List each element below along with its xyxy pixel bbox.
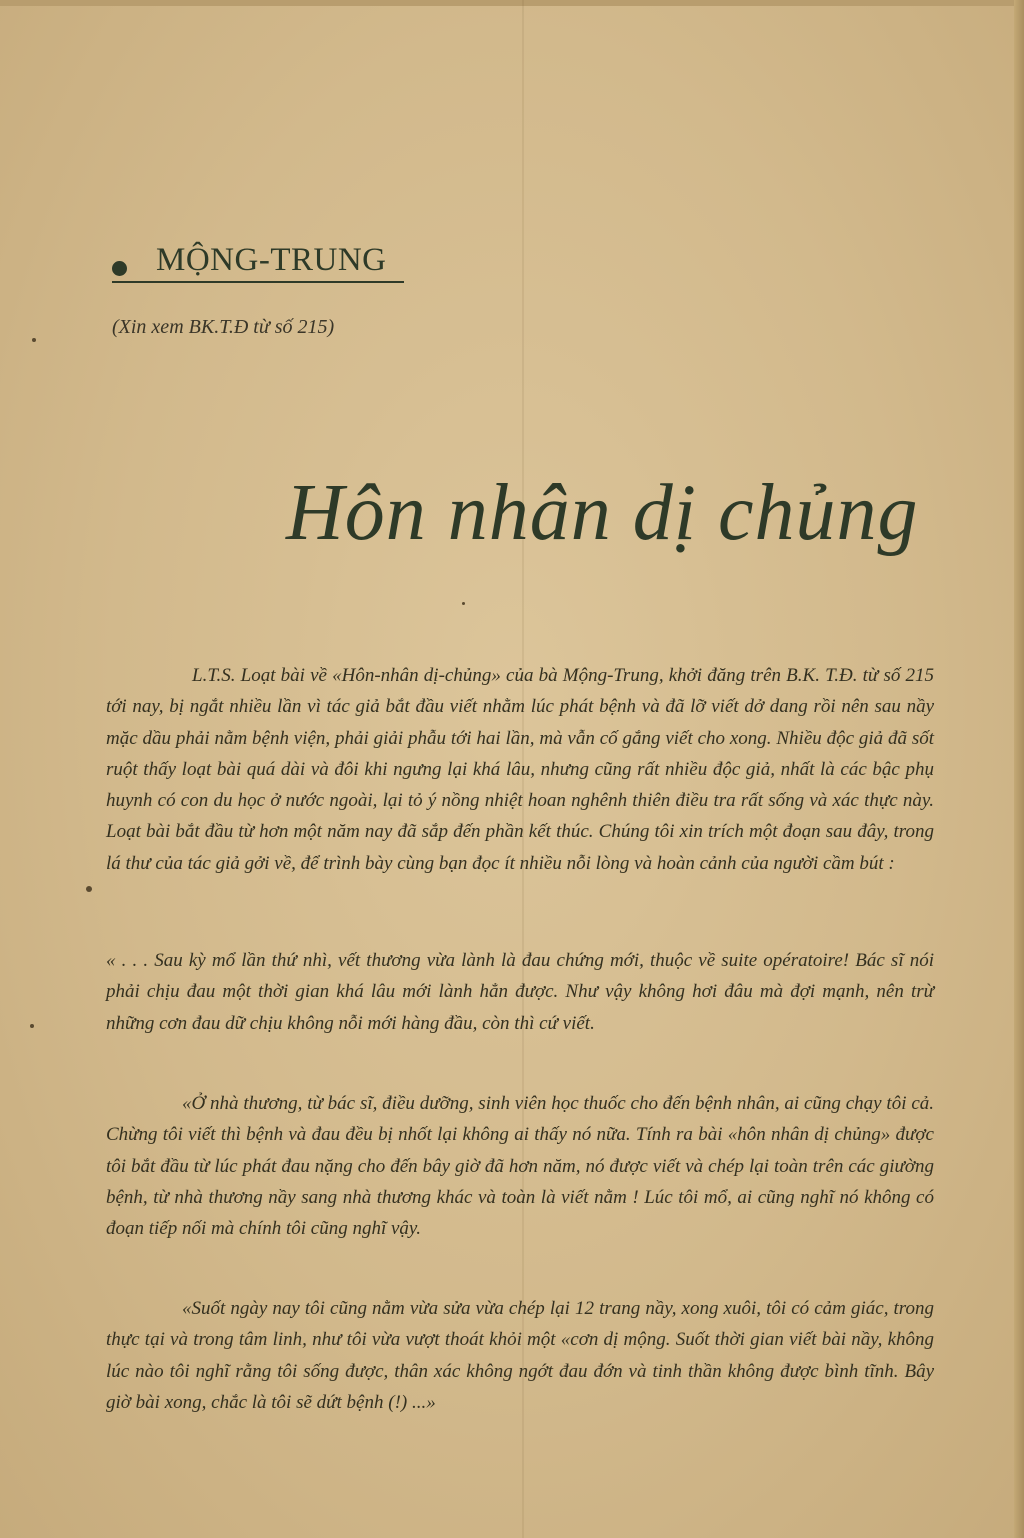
editor-note-paragraph: L.T.S. Loạt bài về «Hôn-nhân dị-chủng» của bà Mộng-Trung, khởi đăng trên B.K. T.Đ. từ số 215 tới nay, bị ngắt nhiều lần vì tác giả bắt đầu viết nhằm lúc phát bệnh và đã lỡ viết dở dang rồi nên sau nầy mặc dầu phải nằm bệnh viện, phải giải phẫu tới hai lần, mà vẫn cố gắng viết cho xong. Nhiều độc giả đã sốt ruột thấy loạt bài quá dài và đôi khi ngưng lại khá lâu, nhưng cũng rất nhiều độc giả, nhất là các bậc phụ huynh có con du học ở nước ngoài, lại tỏ ý nồng nhiệt hoan nghênh thiên điều tra rất sống và xác thực này. Loạt bài bắt đầu từ hơn một năm nay đã sắp đến phần kết thúc. Chúng tôi xin trích một đoạn sau đây, trong lá thư của tác giả gởi về, để trình bày cùng bạn đọc ít nhiều nỗi lòng và hoàn cảnh của người cầm bút : (106, 665, 934, 874)
ink-speck (462, 602, 465, 605)
quote-paragraph-1: « . . . Sau kỳ mổ lần thứ nhì, vết thương vừa lành là đau chứng mới, thuộc về suite opératoire! Bác sĩ nói phải chịu đau một thời gian khá lâu mới lành hẳn được. Như vậy không hơi đâu mà đợi mạnh, nên trừ những cơn đau dữ chịu không nỗi mới hàng đầu, còn thì cứ viết. (106, 950, 934, 1034)
ink-speck (32, 338, 36, 342)
ink-speck (86, 886, 92, 892)
quote-paragraph-3: «Suốt ngày nay tôi cũng nằm vừa sửa vừa chép lại 12 trang nầy, xong xuôi, tôi có cảm giác, trong thực tại và trong tâm linh, như tôi vừa vượt thoát khỏi một «cơn dị mộng. Suốt thời gian viết bài nầy, không lúc nào tôi nghĩ rằng tôi sống được, thân xác không ngớt đau đớn và tinh thần không được bình tĩnh. Bây giờ bài xong, chắc là tôi sẽ dứt bệnh (!) ...» (106, 1298, 934, 1413)
quote-paragraph-2: «Ở nhà thương, từ bác sĩ, điều dưỡng, sinh viên học thuốc cho đến bệnh nhân, ai cũng chạy tôi cả. Chừng tôi viết thì bệnh và đau đều bị nhốt lại không ai thấy nó nữa. Tính ra bài «hôn nhân dị chủng» được tôi bắt đầu từ lúc phát đau nặng cho đến bây giờ đã hơn năm, nó được viết và chép lại toàn trên các giường bệnh, từ nhà thương nầy sang nhà thương khác và toàn là viết nằm ! Lúc tôi mổ, ai cũng nghĩ nó không có đoạn tiếp nối mà chính tôi cũng nghĩ vậy. (106, 1093, 934, 1240)
page-right-edge (1014, 0, 1024, 1538)
article-title: Hôn nhân dị chủng (286, 469, 919, 557)
bullet-icon (112, 261, 127, 276)
reference-note: (Xin xem BK.T.Đ từ số 215) (112, 316, 335, 338)
author-name: MỘNG-TRUNG (156, 242, 387, 278)
page-top-edge (0, 0, 1024, 6)
ink-speck (30, 1024, 34, 1028)
byline-underline (112, 281, 404, 283)
